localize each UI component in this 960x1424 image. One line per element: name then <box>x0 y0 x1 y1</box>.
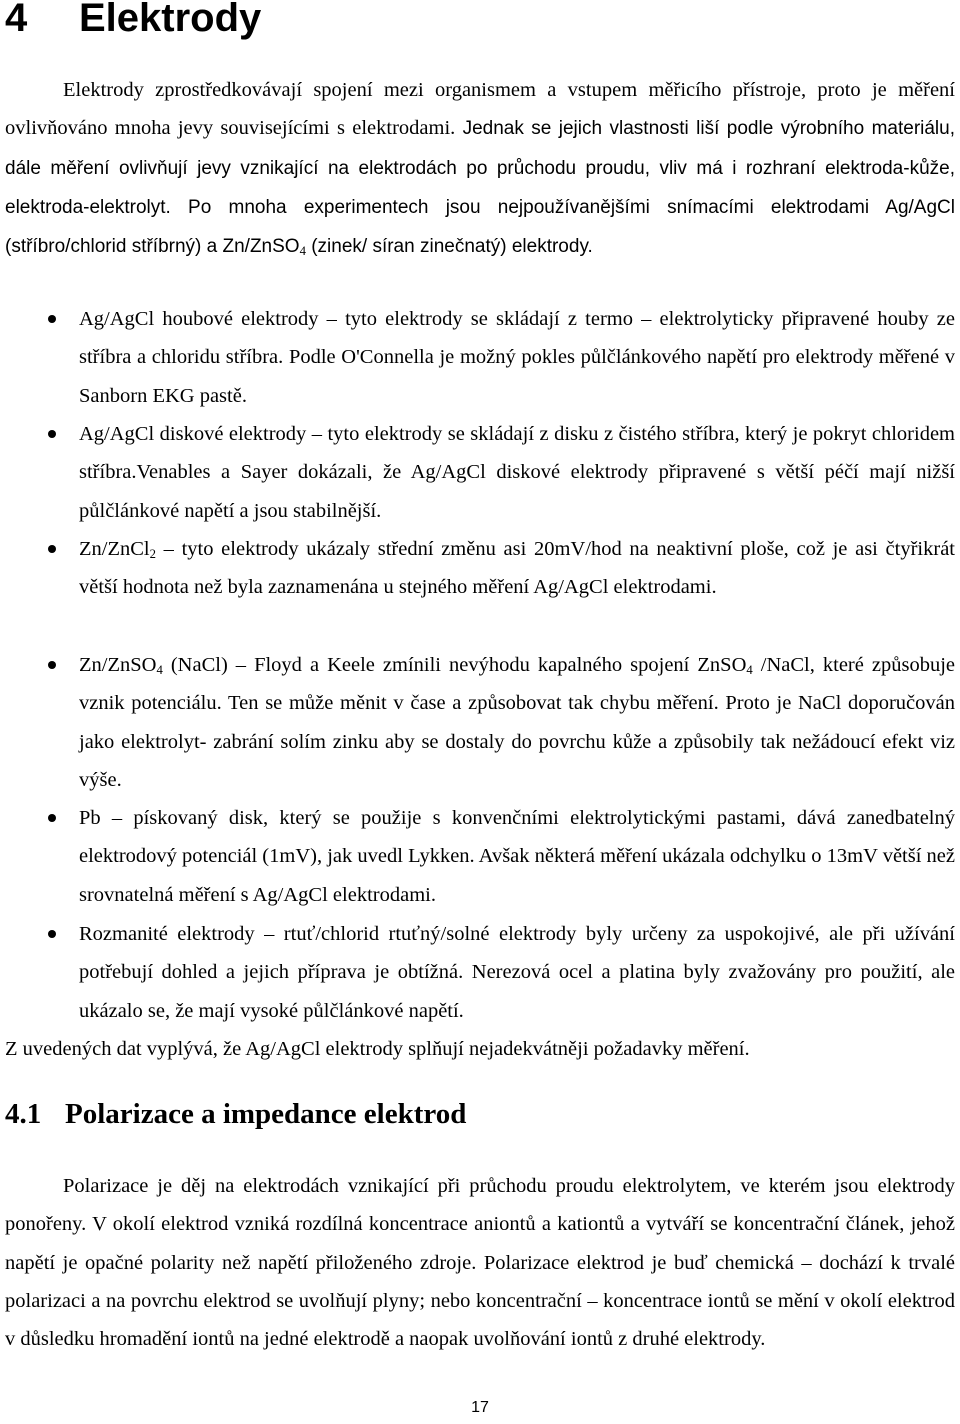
list-item-text: Zn/ZnCl <box>79 538 150 560</box>
list-item <box>79 415 955 530</box>
bullet-icon <box>48 814 56 822</box>
polarization-paragraph: Polarizace je děj na elektrodách vznikající při průchodu proudu elektrolytem, ve kterém jsou elektrody ponořeny. V okolí elektrod vzniká rozdílná koncentrace aniontů a kationtů a vytváří se koncentrační článek, jehož napětí je opačné polarity než napětí přiloženého zdroje. Polarizace elektrod je buď chemická – dochází k trvalé polarizaci a na povrchu elektrod se uvolňují plyny; nebo koncentrační – koncentrace iontů se mění v okolí elektrod v důsledku hromadění iontů na jedné elektrodě a naopak uvolňování iontů z druhé elektrody. <box>5 1175 955 1351</box>
chapter-title: Elektrody <box>79 0 262 40</box>
list-item-text: Ag/AgCl houbové elektrody – tyto elektrody se skládají z termo – elektrolyticky připravené houby ze stříbra a chloridu stříbra. Podle O'Connella je možný pokles půlčlánkového napětí pro elektrody měřené v Sanborn EKG pastě. <box>79 308 955 407</box>
list-item <box>79 300 955 415</box>
chapter-number: 4 <box>5 0 28 40</box>
page-number: 17 <box>471 1399 489 1416</box>
intro-sentence-3: Po mnoha experimentech jsou nejpoužívanějšími snímacími elektrodami Ag/AgCl (stříbro/chlorid stříbrný) a Zn/ZnSO <box>5 196 955 258</box>
list-item-text: Zn/ZnSO <box>79 654 157 676</box>
intro-sentence-1: Elektrody zprostředkovávají spojení mezi organismem a vstupem měřicího přístroje, proto je měření ovlivňováno mnoha jevy souvisejícími s elektrodami. <box>5 79 955 140</box>
intro-sentence-3-end: (zinek/ síran zinečnatý) elektrody. <box>305 236 593 258</box>
list-item-subscript-2: 4 <box>746 663 753 678</box>
list-item-text-mid: (NaCl) – Floyd a Keele zmínili nevýhodu kapalného spojení ZnSO <box>162 654 747 676</box>
chapter-heading <box>5 0 261 46</box>
section-heading <box>5 1092 466 1136</box>
list-item <box>79 646 955 799</box>
list-item <box>79 915 955 1030</box>
section-title: Polarizace a impedance elektrod <box>65 1098 467 1130</box>
list-item-text: Rozmanité elektrody – rtuť/chlorid rtuťný/solné elektrody byly určeny za uspokojivé, ale při užívání potřebují dohled a jejich příprava je obtížná. Nerezová ocel a platina byly zvažovány pro použití, ale ukázalo se, že mají vysoké půlčlánkové napětí. <box>79 923 955 1022</box>
bullet-icon <box>48 430 56 438</box>
intro-sentence-2: Jednak se jejich vlastnosti liší podle výrobního materiálu, dále měření ovlivňují jevy vznikající na elektrodách po průchodu proudu, vliv má i rozhraní elektroda-kůže, elektroda-elektrolyt. <box>5 118 955 218</box>
bullet-icon <box>48 661 56 669</box>
bullet-icon <box>48 315 56 323</box>
intro-paragraph <box>5 71 955 266</box>
list-item <box>79 530 955 607</box>
conclusion-paragraph: Z uvedených dat vyplývá, že Ag/AgCl elektrody splňují nejadekvátněji požadavky měření. <box>5 1038 750 1060</box>
bullet-icon <box>48 930 56 938</box>
list-item <box>79 799 955 914</box>
intro-subscript: 4 <box>299 244 306 259</box>
bullet-icon <box>48 545 56 553</box>
list-item-text: Ag/AgCl diskové elektrody – tyto elektrody se skládají z disku z čistého stříbra, který je pokryt chloridem stříbra.Venables a Sayer dokázali, že Ag/AgCl diskové elektrody připravené s větší péčí mají nižší půlčlánkové napětí a jsou stabilnější. <box>79 423 955 522</box>
section-number: 4.1 <box>5 1098 42 1130</box>
list-item-text-end: – tyto elektrody ukázaly střední změnu asi 20mV/hod na neaktivní ploše, což je asi čtyřikrát větší hodnota než byla zaznamenána u stejného měření Ag/AgCl elektrodami. <box>79 538 955 599</box>
list-item-text: Pb – pískovaný disk, který se použije s konvenčními elektrolytickými pastami, dává zanedbatelný elektrodový potenciál (1mV), jak uvedl Lykken. Avšak některá měření ukázala odchylku o 13mV větší než srovnatelná měření s Ag/AgCl elektrodami. <box>79 807 955 906</box>
list-item-subscript: 2 <box>149 547 156 562</box>
list-item-subscript: 4 <box>156 663 163 678</box>
list-item-text-end: /NaCl, které způsobuje vznik potenciálu. Ten se může měnit v čase a způsobovat tak chybu měření. Proto je NaCl doporučován jako elektrolyt- zabrání solím zinku aby se dostaly do povrchu kůže a způsobily tak nežádoucí efekt viz výše. <box>79 654 956 791</box>
